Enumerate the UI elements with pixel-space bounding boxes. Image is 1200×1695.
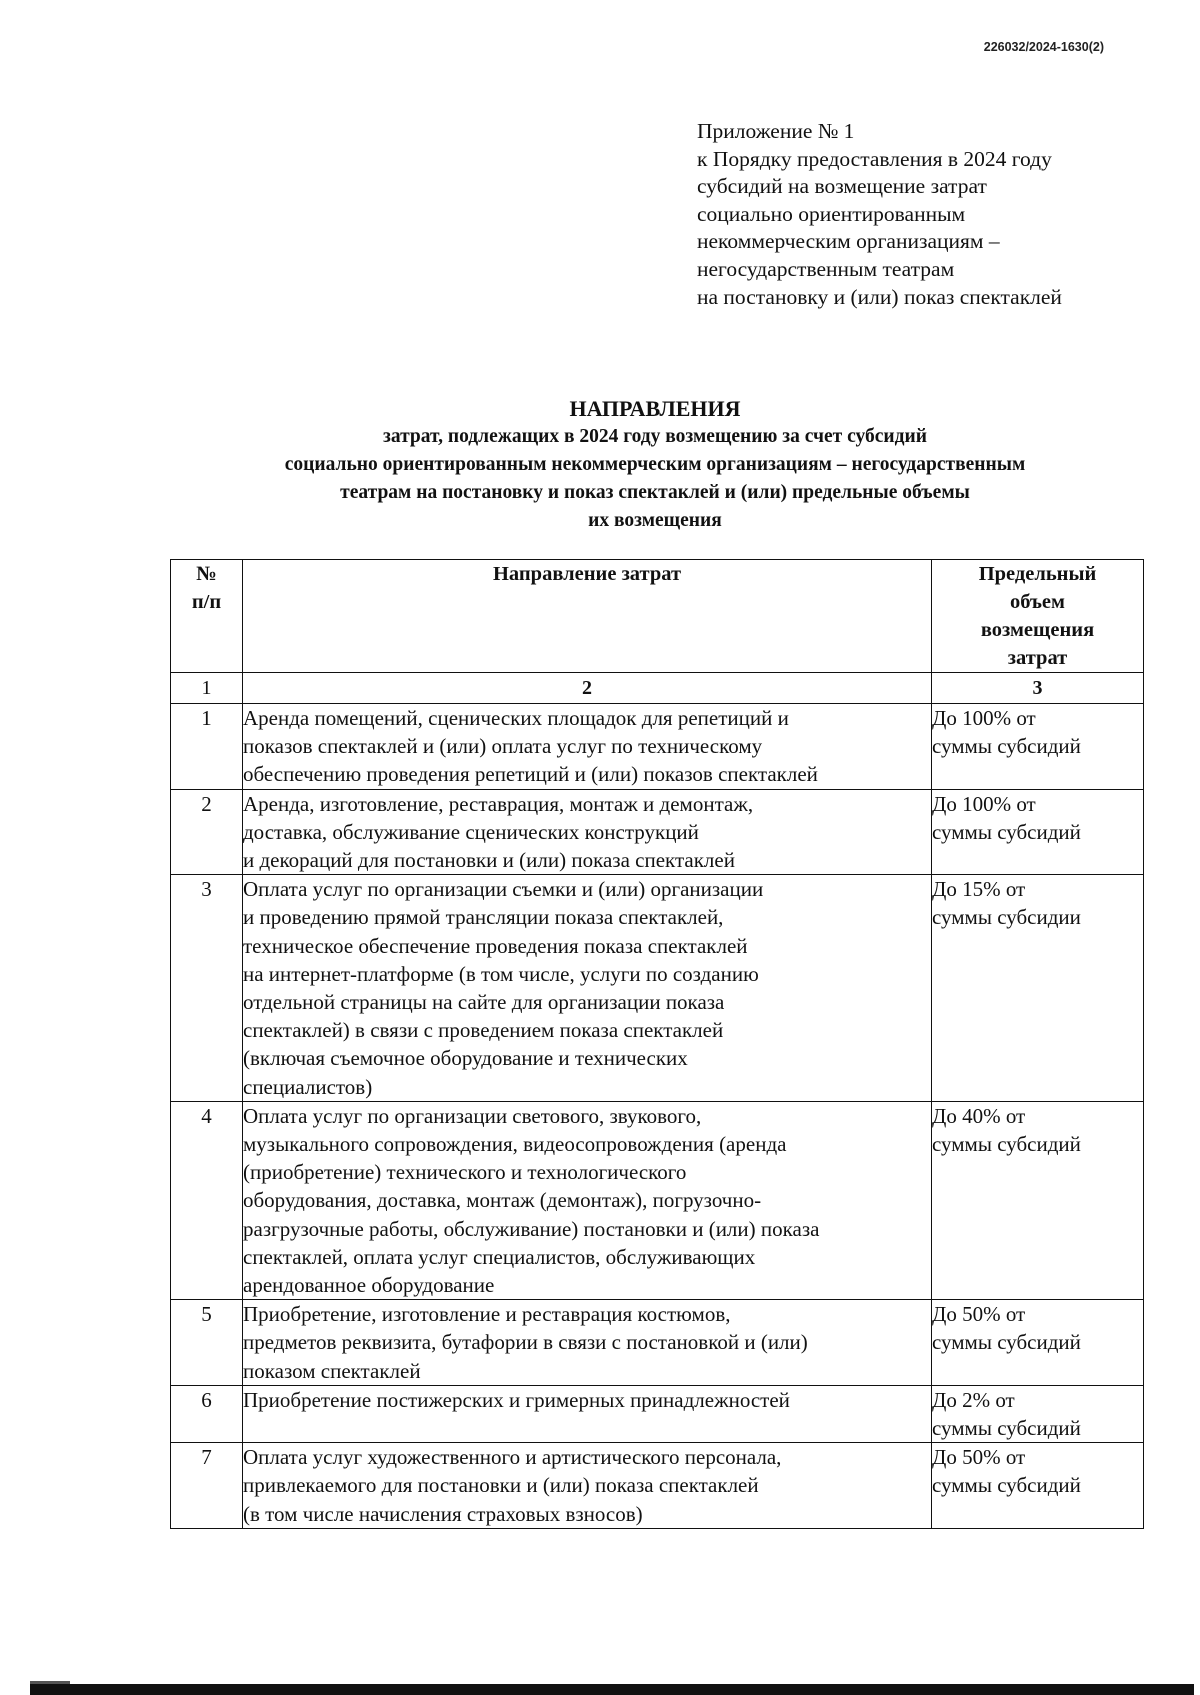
table-row — [171, 704, 1144, 790]
limit-line: суммы субсидий — [932, 1473, 1081, 1498]
row-direction — [243, 1443, 932, 1529]
row-number: 4 — [171, 1101, 243, 1299]
row-number: 3 — [171, 875, 243, 1102]
row-number: 5 — [171, 1300, 243, 1386]
row-limit — [932, 789, 1144, 875]
table-row — [171, 1300, 1144, 1386]
table-header-row — [171, 560, 1144, 673]
limit-line: До 15% от — [932, 877, 1026, 902]
direction-line: спектаклей) в связи с проведением показа спектаклей — [243, 1018, 724, 1043]
row-number: 7 — [171, 1443, 243, 1529]
appendix-line: к Порядку предоставления в 2024 году — [697, 146, 1052, 171]
direction-line: обеспечению проведения репетиций и (или) показов спектаклей — [243, 762, 818, 787]
direction-line: Аренда помещений, сценических площадок для репетиций и — [243, 706, 789, 730]
direction-line: Оплата услуг художественного и артистического персонала, — [243, 1445, 782, 1470]
header-limit-line: затрат — [1007, 647, 1068, 669]
direction-line: (в том числе начисления страховых взносов) — [243, 1501, 643, 1526]
table-row — [171, 1385, 1144, 1442]
limit-line: суммы субсидий — [932, 1416, 1081, 1441]
appendix-line: негосударственным театрам — [697, 256, 955, 281]
scan-bottom-border — [30, 1684, 1194, 1695]
row-direction — [243, 1101, 932, 1299]
appendix-line: на постановку и (или) показ спектаклей — [697, 284, 1062, 309]
limit-line: суммы субсидий — [932, 1132, 1081, 1157]
direction-line: специалистов) — [243, 1074, 373, 1099]
limit-line: До 2% от — [932, 1387, 1015, 1412]
row-limit — [932, 704, 1144, 790]
direction-line: привлекаемого для постановки и (или) показа спектаклей — [243, 1473, 759, 1498]
appendix-line: некоммерческим организациям – — [697, 229, 1000, 254]
direction-line: Аренда, изготовление, реставрация, монтаж и демонтаж, — [243, 791, 754, 816]
direction-line: предметов реквизита, бутафории в связи с постановкой и (или) — [243, 1330, 808, 1355]
direction-line: Оплата услуг по организации съемки и (или) организации — [243, 877, 764, 902]
direction-line: Приобретение постижерских и гримерных принадлежностей — [243, 1387, 790, 1412]
row-direction — [243, 704, 932, 790]
limit-line: До 50% от — [932, 1302, 1026, 1327]
cost-directions-table — [170, 559, 1144, 1529]
direction-line: показов спектаклей и (или) оплата услуг по техническому — [243, 734, 763, 759]
header-number — [171, 560, 243, 673]
row-limit — [932, 1443, 1144, 1529]
document-title: НАПРАВЛЕНИЯ — [569, 396, 741, 421]
direction-line: техническое обеспечение проведения показа спектаклей — [243, 933, 748, 958]
subtitle-line: их возмещения — [588, 510, 722, 531]
row-direction — [243, 875, 932, 1102]
subtitle-line: затрат, подлежащих в 2024 году возмещению за счет субсидий — [383, 426, 927, 447]
header-direction: Направление затрат — [243, 560, 932, 673]
column-number: 1 — [171, 673, 243, 704]
document-heading — [150, 395, 1160, 535]
appendix-line: социально ориентированным — [697, 201, 966, 226]
row-number: 2 — [171, 789, 243, 875]
row-direction — [243, 789, 932, 875]
column-number: 2 — [243, 673, 932, 704]
document-id: 226032/2024-1630(2) — [983, 40, 1104, 54]
direction-line: отдельной страницы на сайте для организации показа — [243, 990, 725, 1015]
direction-line: и проведению прямой трансляции показа спектаклей, — [243, 905, 724, 930]
header-limit-line: объем — [1009, 591, 1065, 613]
header-limit-line: Предельный — [978, 563, 1097, 585]
table-row — [171, 789, 1144, 875]
column-number-row — [171, 673, 1144, 704]
subtitle-line: социально ориентированным некоммерческим организациям – негосударственным — [284, 454, 1026, 475]
subtitle-line: театрам на постановку и показ спектаклей и (или) предельные объемы — [340, 482, 970, 503]
direction-line: Приобретение, изготовление и реставрация костюмов, — [243, 1302, 731, 1327]
limit-line: суммы субсидий — [932, 1330, 1081, 1355]
direction-line: показом спектаклей — [243, 1358, 421, 1383]
limit-line: До 40% от — [932, 1103, 1026, 1128]
direction-line: доставка, обслуживание сценических конструкций — [243, 819, 699, 844]
direction-line: (включая съемочное оборудование и технических — [243, 1046, 688, 1071]
header-limit — [932, 560, 1144, 673]
appendix-line: субсидий на возмещение затрат — [697, 174, 987, 199]
appendix-block — [697, 118, 1062, 311]
limit-line: До 100% от — [932, 791, 1036, 816]
limit-line: суммы субсидии — [932, 905, 1081, 930]
row-limit — [932, 875, 1144, 1102]
direction-line: на интернет-платформе (в том числе, услуги по созданию — [243, 961, 759, 986]
direction-line: разгрузочные работы, обслуживание) постановки и (или) показа — [243, 1216, 820, 1241]
direction-line: спектаклей, оплата услуг специалистов, обслуживающих — [243, 1244, 756, 1269]
direction-line: (приобретение) технического и технологического — [243, 1160, 687, 1185]
row-number: 6 — [171, 1385, 243, 1442]
direction-line: арендованное оборудование — [243, 1273, 495, 1298]
row-limit — [932, 1385, 1144, 1442]
direction-line: оборудования, доставка, монтаж (демонтаж), погрузочно- — [243, 1188, 762, 1213]
direction-line: Оплата услуг по организации светового, звукового, — [243, 1103, 702, 1128]
appendix-line: Приложение № 1 — [697, 119, 855, 143]
direction-line: музыкального сопровождения, видеосопровождения (аренда — [243, 1132, 787, 1157]
limit-line: суммы субсидий — [932, 734, 1081, 759]
row-limit — [932, 1101, 1144, 1299]
limit-line: До 50% от — [932, 1445, 1026, 1470]
row-number: 1 — [171, 704, 243, 790]
row-limit — [932, 1300, 1144, 1386]
table-row — [171, 875, 1144, 1102]
limit-line: До 100% от — [932, 706, 1036, 730]
header-number-line: п/п — [191, 591, 222, 613]
header-limit-line: возмещения — [980, 619, 1095, 641]
column-number: 3 — [932, 673, 1144, 704]
table-row — [171, 1101, 1144, 1299]
limit-line: суммы субсидий — [932, 819, 1081, 844]
row-direction — [243, 1385, 932, 1442]
row-direction — [243, 1300, 932, 1386]
table-row — [171, 1443, 1144, 1529]
direction-line: и декораций для постановки и (или) показа спектаклей — [243, 848, 735, 873]
header-number-line: № — [196, 563, 217, 585]
